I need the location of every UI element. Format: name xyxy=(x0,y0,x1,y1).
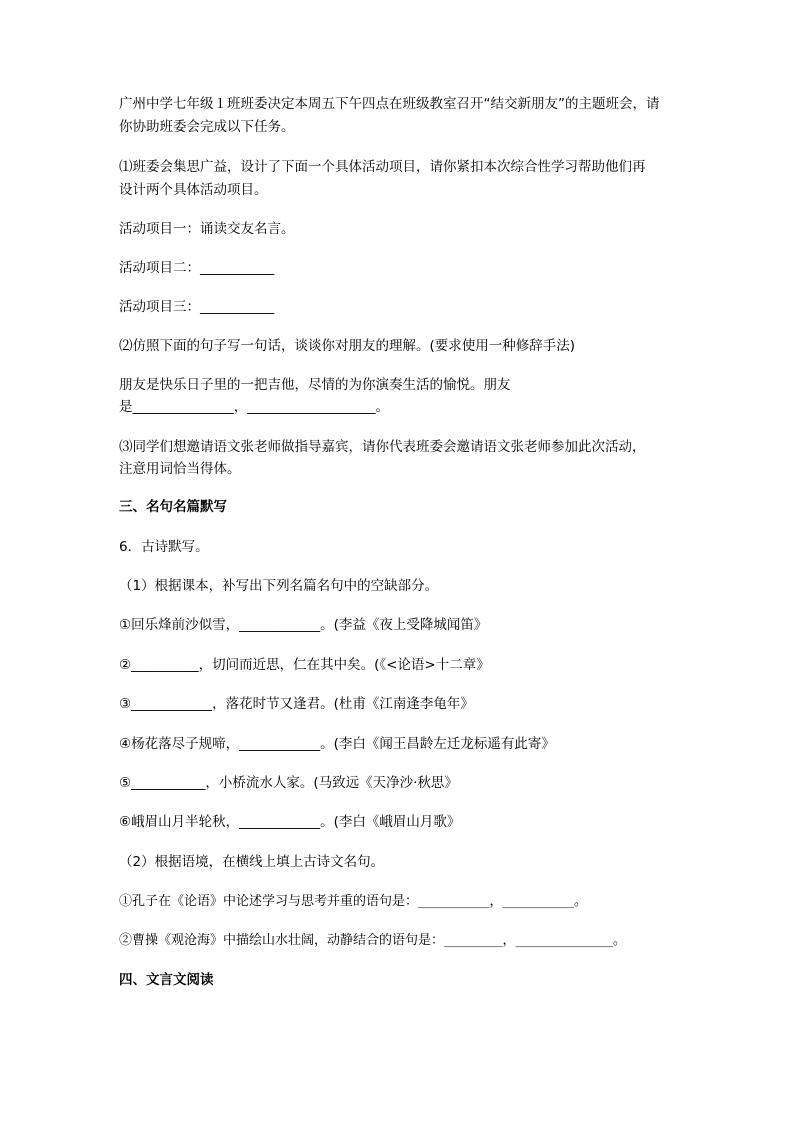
question-6-part-2: （2）根据语境，在横线上填上古诗文名句。 xyxy=(119,854,385,870)
intro-line-1: 广州中学七年级１班班委决定本周五下午四点在班级教室召开“结交新朋友”的主题班会，请 xyxy=(119,96,660,112)
question-2-example-line-1: 朋友是快乐日子里的一把吉他，尽情的为你演奏生活的愉悦。朋友 xyxy=(119,377,511,393)
poem-item: ⑤___________，小桥流水人家。(马致远《天净沙·秋思》 xyxy=(119,775,458,791)
activity-item-1: 活动项目一：诵读交友名言。 xyxy=(119,221,295,237)
section-3-heading: 三、名句名篇默写 xyxy=(119,499,227,515)
context-item: ①孔子在《论语》中论述学习与思考并重的语句是：___________，___________。 xyxy=(119,894,588,909)
poem-item: ④杨花落尽子规啼，____________。(李白《闻王昌龄左迁龙标遥有此寄》 xyxy=(119,736,555,752)
poem-item: ⑥峨眉山月半轮秋，____________。(李白《峨眉山月歌》 xyxy=(119,814,461,830)
question-6-part-1: （1）根据课本，补写出下列名篇名句中的空缺部分。 xyxy=(119,578,439,594)
question-2-example-line-2: 是_______________，___________________。 xyxy=(119,399,389,415)
question-3-line-2: 注意用词恰当得体。 xyxy=(119,461,241,477)
context-item: ②曹操《观沧海》中描绘山水壮阔，动静结合的语句是：_________，_______________。 xyxy=(119,933,627,948)
question-6-title: 6．古诗默写。 xyxy=(119,539,209,555)
poem-item: ①回乐烽前沙似雪，____________。(李益《夜上受降城闻笛》 xyxy=(119,617,488,633)
section-4-heading: 四、文言文阅读 xyxy=(119,972,214,988)
question-1-line-1: ⑴班委会集思广益，设计了下面一个具体活动项目，请你紧扣本次综合性学习帮助他们再 xyxy=(119,159,646,175)
question-2: ⑵仿照下面的句子写一句话，谈谈你对朋友的理解。(要求使用一种修辞手法) xyxy=(119,338,576,354)
poem-item: ②__________，切问而近思，仁在其中矣。(《<论语>十二章》 xyxy=(119,657,490,673)
activity-item-2: 活动项目二：___________ xyxy=(119,260,275,276)
intro-line-2: 你协助班委会完成以下任务。 xyxy=(119,119,295,135)
question-1-line-2: 设计两个具体活动项目。 xyxy=(119,182,268,198)
poem-item: ③____________，落花时节又逢君。(杜甫《江南逢李龟年》 xyxy=(119,696,474,712)
activity-item-3: 活动项目三：___________ xyxy=(119,299,275,315)
question-3-line-1: ⑶同学们想邀请语文张老师做指导嘉宾，请你代表班委会邀请语文张老师参加此次活动， xyxy=(119,439,646,455)
